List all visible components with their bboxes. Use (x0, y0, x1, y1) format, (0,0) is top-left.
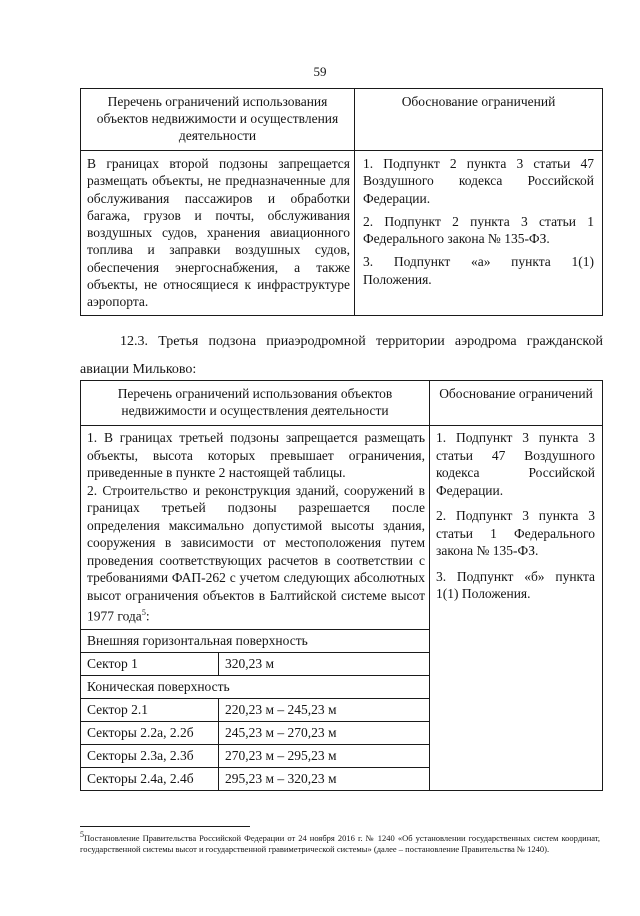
sector-height: 270,23 м – 295,23 м (219, 745, 430, 768)
section-heading-text: 12.3. Третья подзона приаэродромной территории аэродрома гражданской авиации Мильково: (80, 334, 603, 377)
sector-name: Сектор 1 (81, 653, 219, 676)
justification-item: 2. Подпункт 2 пункта 3 статьи 1 Федерального закона № 135-ФЗ. (363, 213, 594, 247)
section-heading (80, 328, 603, 384)
restriction-item-2-text: 2. Строительство и реконструкция зданий, сооружений в границах третьей подзоны разрешается после определения максимально допустимой высоты здания, сооружения в зависимости от местоположения путем проведения соответствующих расчетов в соответствии с требованиями ФАП-262 с учетом следующих абсолютных высот ограничения объектов в Балтийской системе высот 1977 года (87, 482, 425, 624)
sector-name: Секторы 2.3а, 2.3б (81, 745, 219, 768)
table-header-row (81, 381, 603, 426)
sector-height: 220,23 м – 245,23 м (219, 699, 430, 722)
justification-item: 3. Подпункт «б» пункта 1(1) Положения. (436, 568, 595, 601)
height-row (81, 722, 429, 745)
header-restrictions: Перечень ограничений использования объектов недвижимости и осуществления деятельности (81, 381, 430, 426)
table-row (81, 151, 603, 316)
restriction-item-2-end: : (145, 608, 150, 624)
restriction-item-2 (87, 482, 425, 626)
justification-item: 1. Подпункт 2 пункта 3 статьи 47 Воздушного кодекса Российской Федерации. (363, 156, 594, 206)
footnote-divider (80, 826, 250, 827)
table-header-row (81, 89, 603, 151)
surface-title: Коническая поверхность (81, 676, 429, 699)
restriction-text (81, 426, 429, 629)
justification-item: 3. Подпункт «а» пункта 1(1) Положения. (363, 254, 594, 287)
restrictions-table-subzone-2 (80, 88, 603, 316)
restrictions-table-subzone-3 (80, 380, 603, 791)
sector-name: Сектор 2.1 (81, 699, 219, 722)
height-row (81, 653, 429, 676)
justification-item: 2. Подпункт 3 пункта 3 статьи 1 Федерального закона № 135-ФЗ. (436, 508, 595, 558)
footnote-number: 5 (80, 830, 84, 839)
header-justification: Обоснование ограничений (430, 381, 603, 426)
sector-name: Секторы 2.2а, 2.2б (81, 722, 219, 745)
page-number: 59 (313, 64, 327, 79)
sector-name: Секторы 2.4а, 2.4б (81, 768, 219, 791)
height-row (81, 768, 429, 791)
sector-height: 320,23 м (219, 653, 430, 676)
restriction-cell (81, 426, 430, 791)
surface-title-row (81, 676, 429, 699)
height-row (81, 745, 429, 768)
justification-list (430, 426, 603, 791)
justification-list (355, 151, 603, 316)
sector-height: 295,23 м – 320,23 м (219, 768, 430, 791)
surface-title: Внешняя горизонтальная поверхность (81, 630, 429, 653)
sector-height: 245,23 м – 270,23 м (219, 722, 430, 745)
heights-table (81, 629, 429, 790)
header-justification: Обоснование ограничений (355, 89, 603, 151)
footnote (80, 829, 600, 856)
restriction-item-1: 1. В границах третьей подзоны запрещается размещать объекты, высота которых превышает ограничения, приведенные в пункте 2 настоящей таблицы. (87, 430, 425, 480)
footnote-marker: 5 (141, 608, 146, 617)
header-restrictions: Перечень ограничений использования объектов недвижимости и осуществления деятельности (81, 89, 355, 151)
restriction-text: В границах второй подзоны запрещается размещать объекты, не предназначенные для обслуживания пассажиров и обработки багажа, грузов и почты, обслуживания воздушных судов, хранения авиационного топлива и заправки воздушных судов, обеспечения энергоснабжения, а также объекты, не относящиеся к инфраструктуре аэропорта. (81, 151, 355, 316)
height-row (81, 699, 429, 722)
justification-item: 1. Подпункт 3 пункта 3 статьи 47 Воздушного кодекса Российской Федерации. (436, 430, 595, 498)
table-row (81, 426, 603, 791)
footnote-text: Постановление Правительства Российской Федерации от 24 ноября 2016 г. № 1240 «Об установлении государственных систем координат, государственной системы высот и государственной гравиметрической системы» (далее – постановление Правительства № 1240). (80, 832, 600, 855)
surface-title-row (81, 630, 429, 653)
